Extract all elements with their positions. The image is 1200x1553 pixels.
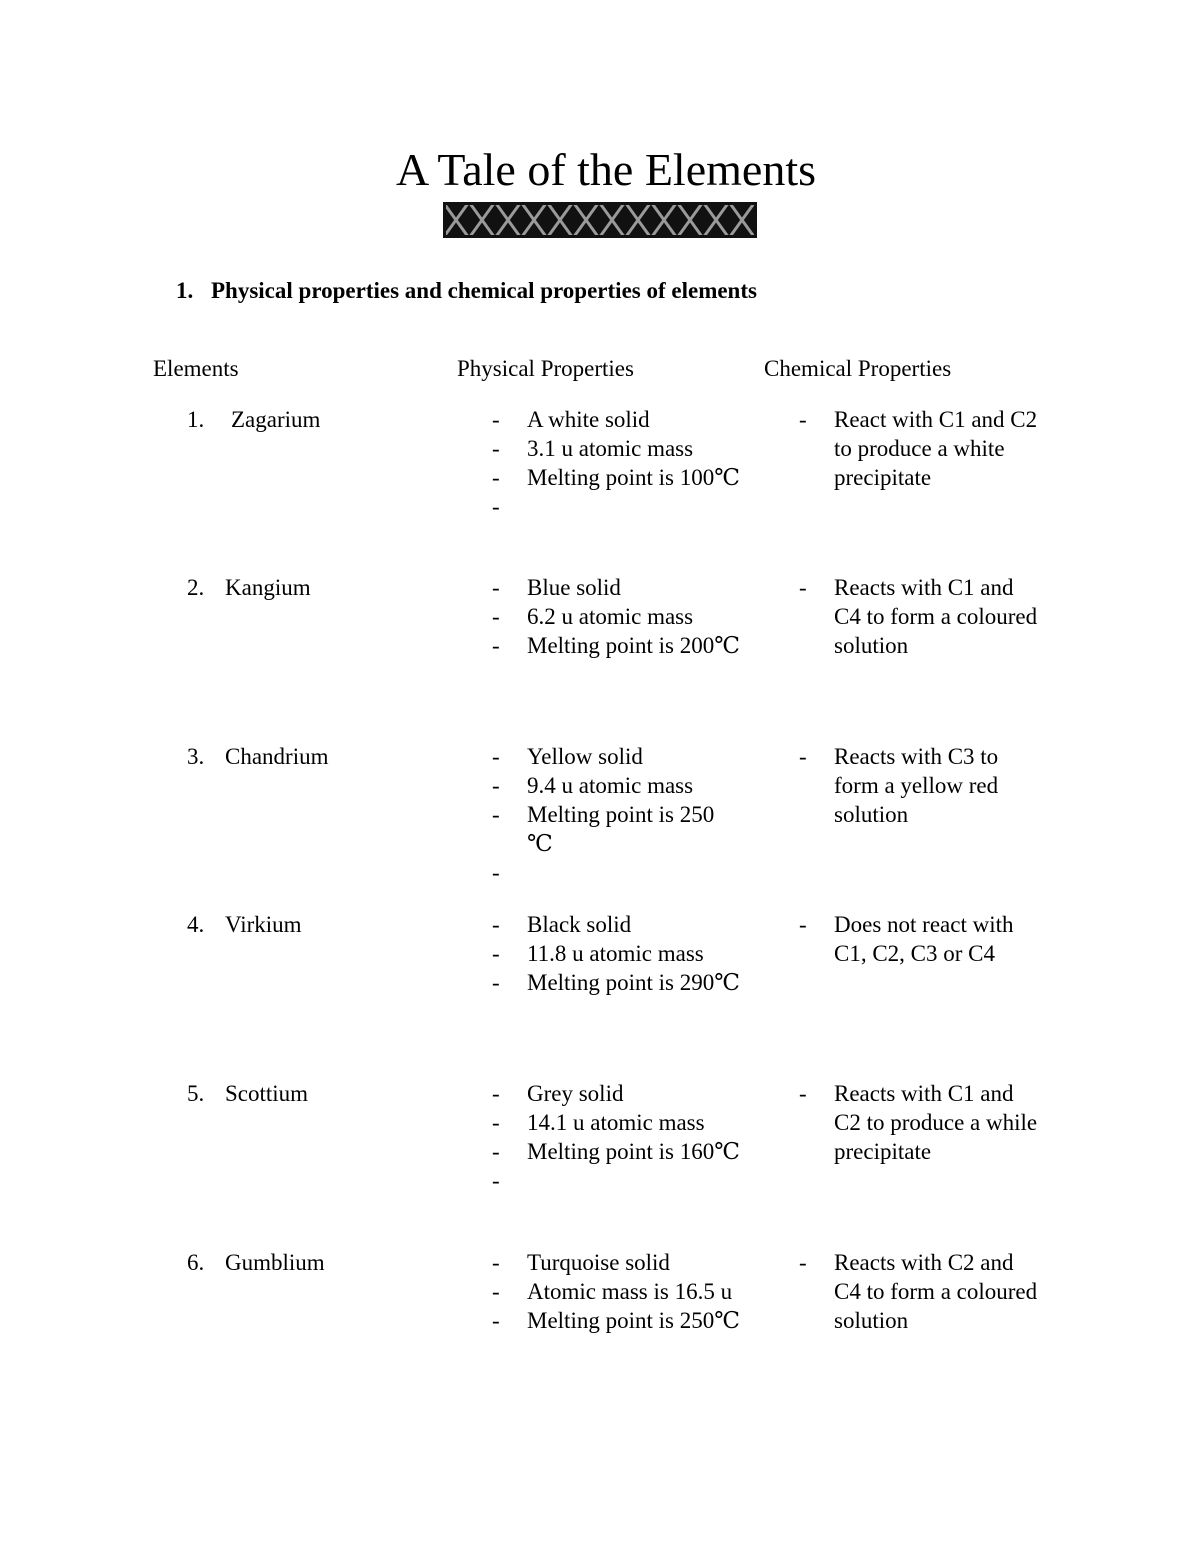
bullet-dash: - <box>492 407 500 432</box>
chemical-properties-list <box>799 573 1044 660</box>
document-title: A Tale of the Elements <box>395 144 817 195</box>
list-item <box>492 1108 742 1137</box>
bullet-dash: - <box>492 1168 500 1193</box>
bullet-dash: - <box>492 436 500 461</box>
list-item <box>492 463 742 492</box>
bullet-dash: - <box>492 802 500 827</box>
list-item <box>799 405 1044 492</box>
element-name: Zagarium <box>231 407 321 432</box>
list-item <box>492 858 742 887</box>
list-item-text: Melting point is 290℃ <box>527 970 740 995</box>
list-item-text: Reacts with C2 and C4 to form a coloured solution <box>834 1250 1038 1333</box>
chemical-properties-list <box>799 910 1044 968</box>
section-heading <box>176 276 757 306</box>
bullet-dash: - <box>799 575 807 600</box>
bullet-dash: - <box>799 744 807 769</box>
list-item-text: 11.8 u atomic mass <box>527 941 704 966</box>
list-item <box>799 573 1044 660</box>
list-item-text: Melting point is 200℃ <box>527 633 740 658</box>
list-item <box>492 434 742 463</box>
list-item-text: Black solid <box>527 912 632 937</box>
list-item-text: Grey solid <box>527 1081 624 1106</box>
bullet-dash: - <box>492 912 500 937</box>
bullet-dash: - <box>492 1081 500 1106</box>
list-item <box>492 968 742 997</box>
column-header-elements: Elements <box>153 356 239 381</box>
list-item-text: 6.2 u atomic mass <box>527 604 694 629</box>
list-item <box>492 573 742 602</box>
element-number: 5. <box>187 1081 205 1106</box>
list-item <box>492 1277 742 1306</box>
bullet-dash: - <box>492 1250 500 1275</box>
element-number: 3. <box>187 744 205 769</box>
chemical-properties-list <box>799 1248 1044 1335</box>
list-item-text: Melting point is 100℃ <box>527 465 740 490</box>
element-row <box>0 1079 1200 1239</box>
bullet-dash: - <box>492 494 500 519</box>
element-number: 4. <box>187 912 205 937</box>
list-item <box>492 1248 742 1277</box>
list-item-text: Reacts with C1 and C2 to produce a while precipitate <box>834 1081 1038 1164</box>
column-header-physical: Physical Properties <box>457 356 634 381</box>
list-item <box>492 1079 742 1108</box>
bullet-dash: - <box>492 941 500 966</box>
element-row <box>0 405 1200 565</box>
crosshatch-pattern-icon <box>443 202 757 238</box>
bullet-dash: - <box>492 970 500 995</box>
list-item <box>492 939 742 968</box>
element-row <box>0 573 1200 733</box>
list-item <box>799 1248 1044 1335</box>
list-item-text: Blue solid <box>527 575 621 600</box>
bullet-dash: - <box>799 407 807 432</box>
physical-properties-list <box>492 1248 742 1335</box>
chemical-properties-list <box>799 405 1044 492</box>
list-item <box>492 800 742 858</box>
physical-properties-list <box>492 910 742 997</box>
bullet-dash: - <box>492 773 500 798</box>
list-item <box>799 1079 1044 1166</box>
list-item-text: Melting point is 160℃ <box>527 1139 740 1164</box>
element-name: Virkium <box>225 912 302 937</box>
physical-properties-list <box>492 742 742 887</box>
list-item-text: 9.4 u atomic mass <box>527 773 694 798</box>
list-item <box>799 742 1044 829</box>
list-item <box>492 1166 742 1195</box>
section-number: 1. <box>176 278 194 303</box>
list-item-text: Reacts with C3 to form a yellow red solution <box>834 744 999 827</box>
bullet-dash: - <box>492 575 500 600</box>
list-item <box>492 771 742 800</box>
bullet-dash: - <box>492 1308 500 1333</box>
list-item-text: Reacts with C1 and C4 to form a coloured solution <box>834 575 1038 658</box>
list-item <box>492 405 742 434</box>
element-row <box>0 910 1200 1070</box>
physical-properties-list <box>492 405 742 521</box>
element-number: 2. <box>187 575 205 600</box>
bullet-dash: - <box>492 744 500 769</box>
list-item-text: 14.1 u atomic mass <box>527 1110 705 1135</box>
physical-properties-list <box>492 1079 742 1195</box>
element-name: Kangium <box>225 575 311 600</box>
element-name: Chandrium <box>225 744 329 769</box>
column-header-chemical: Chemical Properties <box>764 356 952 381</box>
list-item-text: Turquoise solid <box>527 1250 670 1275</box>
list-item-text: 3.1 u atomic mass <box>527 436 694 461</box>
element-name: Scottium <box>225 1081 309 1106</box>
element-number: 6. <box>187 1250 205 1275</box>
redaction-bar <box>443 202 757 238</box>
list-item-text: React with C1 and C2 to produce a white precipitate <box>834 407 1038 490</box>
list-item-text: Does not react with C1, C2, C3 or C4 <box>834 912 1014 966</box>
element-row <box>0 1248 1200 1408</box>
bullet-dash: - <box>492 1279 500 1304</box>
bullet-dash: - <box>492 465 500 490</box>
bullet-dash: - <box>492 1139 500 1164</box>
list-item <box>492 1306 742 1335</box>
chemical-properties-list <box>799 1079 1044 1166</box>
list-item <box>492 910 742 939</box>
list-item <box>492 602 742 631</box>
bullet-dash: - <box>799 1081 807 1106</box>
bullet-dash: - <box>799 1250 807 1275</box>
element-number: 1. <box>187 407 205 432</box>
list-item <box>492 1137 742 1166</box>
bullet-dash: - <box>492 860 500 885</box>
list-item-text: Melting point is 250 ℃ <box>527 802 715 856</box>
bullet-dash: - <box>492 604 500 629</box>
section-heading-text: Physical properties and chemical properties of elements <box>211 278 757 303</box>
list-item-text: A white solid <box>527 407 650 432</box>
list-item-text: Atomic mass is 16.5 u <box>527 1279 733 1304</box>
list-item <box>492 742 742 771</box>
element-name: Gumblium <box>225 1250 325 1275</box>
list-item-text: Yellow solid <box>527 744 643 769</box>
list-item <box>492 631 742 660</box>
chemical-properties-list <box>799 742 1044 829</box>
list-item-text: Melting point is 250℃ <box>527 1308 740 1333</box>
list-item <box>492 492 742 521</box>
bullet-dash: - <box>492 1110 500 1135</box>
bullet-dash: - <box>799 912 807 937</box>
element-row <box>0 742 1200 902</box>
list-item <box>799 910 1044 968</box>
bullet-dash: - <box>492 633 500 658</box>
physical-properties-list <box>492 573 742 660</box>
